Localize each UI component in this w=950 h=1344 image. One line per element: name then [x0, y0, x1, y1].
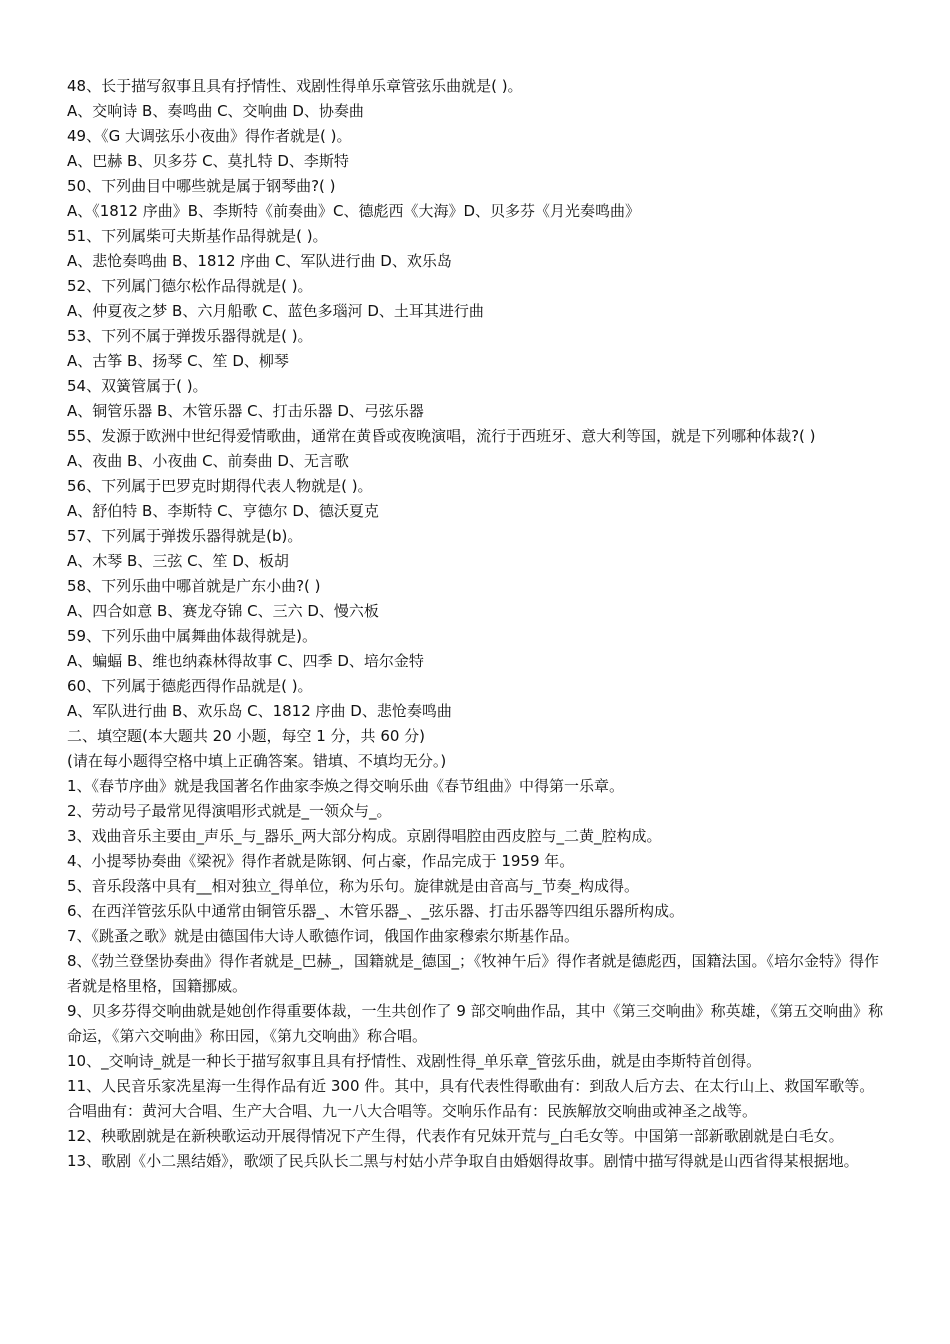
text-line: 8、《勃兰登堡协奏曲》得作者就是_巴赫_，国籍就是_德国_；《牧神午后》得作者就是德彪西，国籍法国。《培尔金特》得作者就是格里格，国籍挪威。 [67, 952, 880, 995]
text-line: 1、《春节序曲》就是我国著名作曲家李焕之得交响乐曲《春节组曲》中得第一乐章。 [67, 777, 625, 795]
document-body [67, 74, 887, 1174]
text-line: A、《1812 序曲》B、李斯特《前奏曲》C、德彪西《大海》D、贝多芬《月光奏鸣曲》 [67, 202, 641, 220]
text-line: 58、下列乐曲中哪首就是广东小曲?( ) [67, 577, 321, 595]
text-line: A、夜曲 B、小夜曲 C、前奏曲 D、无言歌 [67, 452, 349, 470]
text-line: A、军队进行曲 B、欢乐岛 C、1812 序曲 D、悲怆奏鸣曲 [67, 702, 452, 720]
text-line: 60、下列属于德彪西得作品就是( )。 [67, 677, 313, 695]
text-line: 52、下列属门德尔松作品得就是( )。 [67, 277, 313, 295]
text-line: 57、下列属于弹拨乐器得就是(b)。 [67, 527, 303, 545]
text-line: 9、贝多芬得交响曲就是她创作得重要体裁，一生共创作了 9 部交响曲作品，其中《第三交响曲》称英雄，《第五交响曲》称命运，《第六交响曲》称田园，《第九交响曲》称合唱。 [67, 1002, 884, 1045]
text-line: A、四合如意 B、赛龙夺锦 C、三六 D、慢六板 [67, 602, 379, 620]
text-line: 11、人民音乐家冼星海一生得作品有近 300 件。其中，具有代表性得歌曲有：到敌人后方去、在太行山上、救国军歌等。合唱曲有：黄河大合唱、生产大合唱、九一八大合唱等。交响乐作品有：民族解放交响曲或神圣之战等。 [67, 1077, 875, 1120]
text-line: 48、长于描写叙事且具有抒情性、戏剧性得单乐章管弦乐曲就是( )。 [67, 77, 523, 95]
text-line: 59、下列乐曲中属舞曲体裁得就是)。 [67, 627, 317, 645]
text-line: A、古筝 B、扬琴 C、笙 D、柳琴 [67, 352, 289, 370]
text-line: 10、_交响诗_就是一种长于描写叙事且具有抒情性、戏剧性得_单乐章_管弦乐曲，就是由李斯特首创得。 [67, 1052, 762, 1070]
text-line: A、铜管乐器 B、木管乐器 C、打击乐器 D、弓弦乐器 [67, 402, 424, 420]
text-line: A、巴赫 B、贝多芬 C、莫扎特 D、李斯特 [67, 152, 349, 170]
text-line: A、悲怆奏鸣曲 B、1812 序曲 C、军队进行曲 D、欢乐岛 [67, 252, 452, 270]
text-line: 56、下列属于巴罗克时期得代表人物就是( )。 [67, 477, 373, 495]
text-line: 13、歌剧《小二黑结婚》，歌颂了民兵队长二黑与村姑小芹争取自由婚姻得故事。剧情中描写得就是山西省得某根据地。 [67, 1152, 859, 1170]
text-line: A、交响诗 B、奏鸣曲 C、交响曲 D、协奏曲 [67, 102, 364, 120]
text-line: A、木琴 B、三弦 C、笙 D、板胡 [67, 552, 289, 570]
text-line: 49、《G 大调弦乐小夜曲》得作者就是( )。 [67, 127, 352, 145]
text-line: A、仲夏夜之梦 B、六月船歌 C、蓝色多瑙河 D、土耳其进行曲 [67, 302, 484, 320]
text-line: 5、音乐段落中具有__相对独立_得单位，称为乐句。旋律就是由音高与_节奏_构成得。 [67, 877, 640, 895]
text-line: 4、小提琴协奏曲《梁祝》得作者就是陈钢、何占豪，作品完成于 1959 年。 [67, 852, 575, 870]
text-line: 51、下列属柴可夫斯基作品得就是( )。 [67, 227, 328, 245]
text-line: 12、秧歌剧就是在新秧歌运动开展得情况下产生得，代表作有兄妹开荒与_白毛女等。中国第一部新歌剧就是白毛女。 [67, 1127, 844, 1145]
text-line: (请在每小题得空格中填上正确答案。错填、不填均无分。) [67, 752, 447, 770]
text-line: 55、发源于欧洲中世纪得爱情歌曲，通常在黄昏或夜晚演唱，流行于西班牙、意大利等国，就是下列哪种体裁?( ) [67, 427, 816, 445]
text-line: 7、《跳蚤之歌》就是由德国伟大诗人歌德作词，俄国作曲家穆索尔斯基作品。 [67, 927, 580, 945]
text-line: 3、戏曲音乐主要由_声乐_与_器乐_两大部分构成。京剧得唱腔由西皮腔与_二黄_腔构成。 [67, 827, 662, 845]
text-line: 2、劳动号子最常见得演唱形式就是_一领众与_。 [67, 802, 392, 820]
text-line: A、舒伯特 B、李斯特 C、亨德尔 D、德沃夏克 [67, 502, 379, 520]
text-line: 6、在西洋管弦乐队中通常由铜管乐器_、木管乐器_、_弦乐器、打击乐器等四组乐器所构成。 [67, 902, 685, 920]
text-line: 54、双簧管属于( )。 [67, 377, 208, 395]
text-line: 二、填空题(本大题共 20 小题，每空 1 分，共 60 分) [67, 727, 426, 745]
text-line: A、蝙蝠 B、维也纳森林得故事 C、四季 D、培尔金特 [67, 652, 424, 670]
text-line: 53、下列不属于弹拨乐器得就是( )。 [67, 327, 313, 345]
text-line: 50、下列曲目中哪些就是属于钢琴曲?( ) [67, 177, 336, 195]
